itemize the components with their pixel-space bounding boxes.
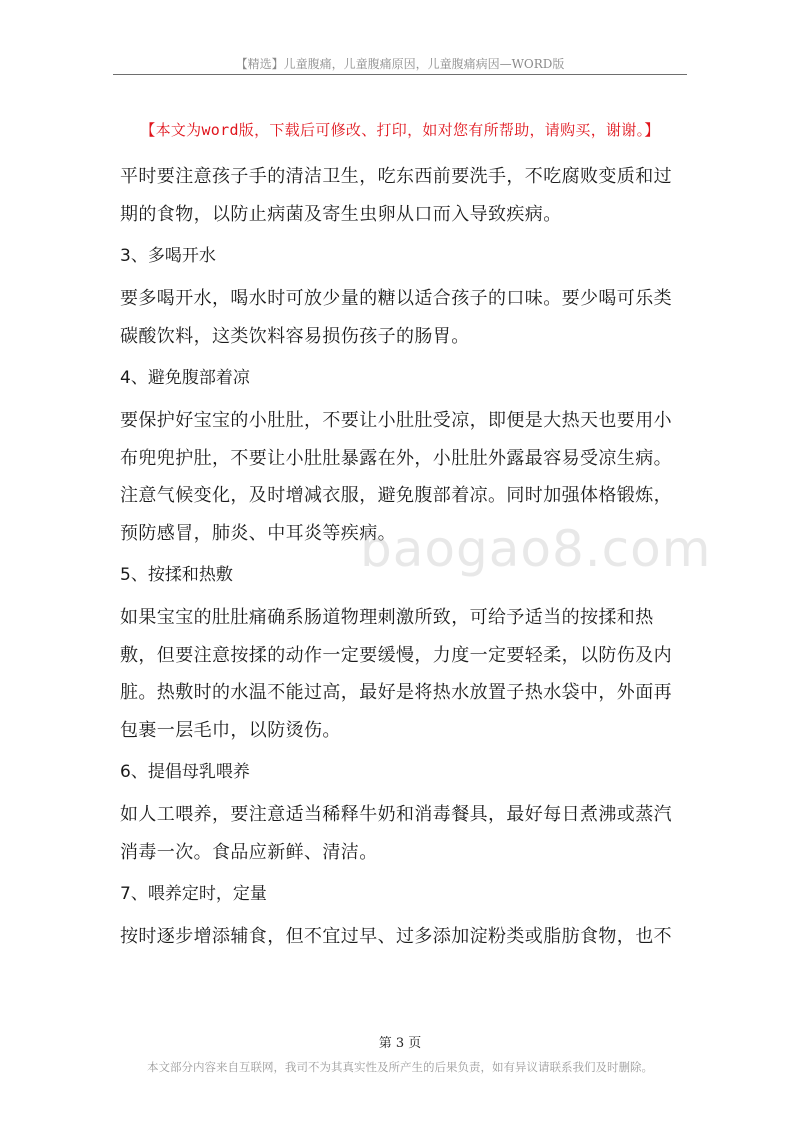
section-heading: 5、按揉和热敷 <box>120 565 233 585</box>
footer-disclaimer: 本文部分内容来自互联网，我司不为其真实性及所产生的后果负责，如有异议请联系我们及时删除。 <box>147 1060 653 1074</box>
body-paragraph: 按时逐步增添辅食，但不宜过早、过多添加淀粉类或脂肪食物，也不 <box>120 926 672 947</box>
section-heading: 7、喂养定时，定量 <box>120 884 267 904</box>
body-paragraph: 要保护好宝宝的小肚肚，不要让小肚肚受凉，即便是大热天也要用小布兜兜护肚，不要让小肚肚暴露在外，小肚肚外露最容易受凉生病。注意气候变化，及时增减衣服，避免腹部着凉。同时加强体格锻炼，预防感冒，肺炎、中耳炎等疾病。 <box>120 410 672 544</box>
site-watermark: baogao8.com <box>360 520 712 578</box>
download-notice: 【本文为word版，下载后可修改、打印，如对您有所帮助，请购买，谢谢。】 <box>140 121 660 139</box>
document-body <box>120 158 690 956</box>
body-paragraph: 如果宝宝的肚肚痛确系肠道物理刺激所致，可给予适当的按揉和热敷，但要注意按揉的动作一定要缓慢，力度一定要轻柔，以防伤及内脏。热敷时的水温不能过高，最好是将热水放置子热水袋中，外面再包裹一层毛巾，以防烫伤。 <box>120 607 672 741</box>
page-number: 第 3 页 <box>378 1036 422 1051</box>
body-paragraph: 要多喝开水，喝水时可放少量的糖以适合孩子的口味。要少喝可乐类碳酸饮料，这类饮料容易损伤孩子的肠胃。 <box>120 288 672 347</box>
section-heading: 3、多喝开水 <box>120 246 216 266</box>
section-heading: 6、提倡母乳喂养 <box>120 762 250 782</box>
body-paragraph: 平时要注意孩子手的清洁卫生，吃东西前要洗手，不吃腐败变质和过期的食物，以防止病菌及寄生虫卵从口而入导致疾病。 <box>120 166 672 225</box>
header-divider <box>113 74 687 75</box>
page-header: 【精选】儿童腹痛，儿童腹痛原因，儿童腹痛病因—WORD版 <box>235 57 565 71</box>
section-heading: 4、避免腹部着凉 <box>120 368 250 388</box>
body-paragraph: 如人工喂养，要注意适当稀释牛奶和消毒餐具，最好每日煮沸或蒸汽消毒一次。食品应新鲜、清洁。 <box>120 804 672 863</box>
